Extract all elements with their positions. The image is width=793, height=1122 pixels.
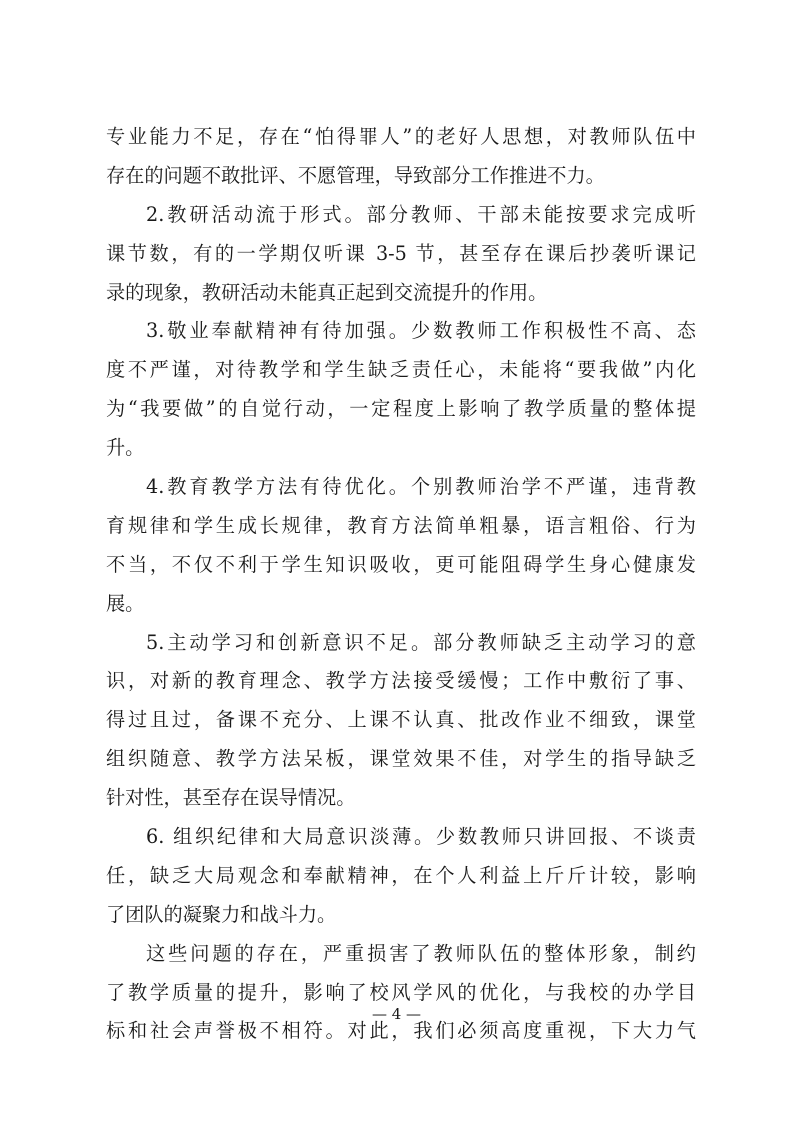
text-line: 录的现象，教研活动未能真正起到交流提升的作用。 <box>106 280 548 304</box>
text-line: 组织随意、教学方法呆板，课堂效果不佳，对学生的指导缺乏 <box>106 747 696 771</box>
text-line: 度不严谨，对待教学和学生缺乏责任心，未能将“要我做”内化 <box>106 358 696 382</box>
text-line: 专业能力不足，存在“怕得罪人”的老好人思想，对教师队伍中 <box>106 125 696 148</box>
text-line: 标和社会声誉极不相符。对此，我们必须高度重视，下大力气 <box>106 1019 696 1043</box>
text-line: 不当，不仅不利于学生知识吸收，更可能阻碍学生身心健康发 <box>106 552 696 576</box>
text-line: 5.主动学习和创新意识不足。部分教师缺乏主动学习的意 <box>146 630 696 654</box>
text-line: 识，对新的教育理念、教学方法接受缓慢；工作中敷衍了事、 <box>106 669 696 693</box>
text-line: 这些问题的存在，严重损害了教师队伍的整体形象，制约 <box>146 941 696 965</box>
text-line: 课节数，有的一学期仅听课 3-5 节，甚至存在课后抄袭听课记 <box>106 241 696 265</box>
text-line: 针对性，甚至存在误导情况。 <box>106 786 356 810</box>
text-line: 6. 组织纪律和大局意识淡薄。少数教师只讲回报、不谈责 <box>146 825 696 849</box>
text-line: 育规律和学生成长规律，教育方法简单粗暴，语言粗俗、行为 <box>106 513 696 537</box>
text-line: 了团队的凝聚力和战斗力。 <box>106 902 337 926</box>
body-text <box>106 118 696 1051</box>
text-line: 升。 <box>106 436 145 460</box>
text-line: 展。 <box>106 591 145 615</box>
text-line: 任，缺乏大局观念和奉献精神，在个人利益上斤斤计较，影响 <box>106 863 696 887</box>
text-line: 为“我要做”的自觉行动，一定程度上影响了教学质量的整体提 <box>106 397 696 421</box>
page-number: — 4 — <box>371 1005 422 1023</box>
text-line: 得过且过，备课不充分、上课不认真、批改作业不细致，课堂 <box>106 708 696 732</box>
text-line: 2.教研活动流于形式。部分教师、干部未能按要求完成听 <box>146 202 696 226</box>
text-line: 4.教育教学方法有待优化。个别教师治学不严谨，违背教 <box>146 475 696 499</box>
text-line: 了教学质量的提升，影响了校风学风的优化，与我校的办学目 <box>106 980 696 1004</box>
text-line: 3.敬业奉献精神有待加强。少数教师工作积极性不高、态 <box>146 319 696 343</box>
text-line: 存在的问题不敢批评、不愿管理，导致部分工作推进不力。 <box>106 163 605 187</box>
